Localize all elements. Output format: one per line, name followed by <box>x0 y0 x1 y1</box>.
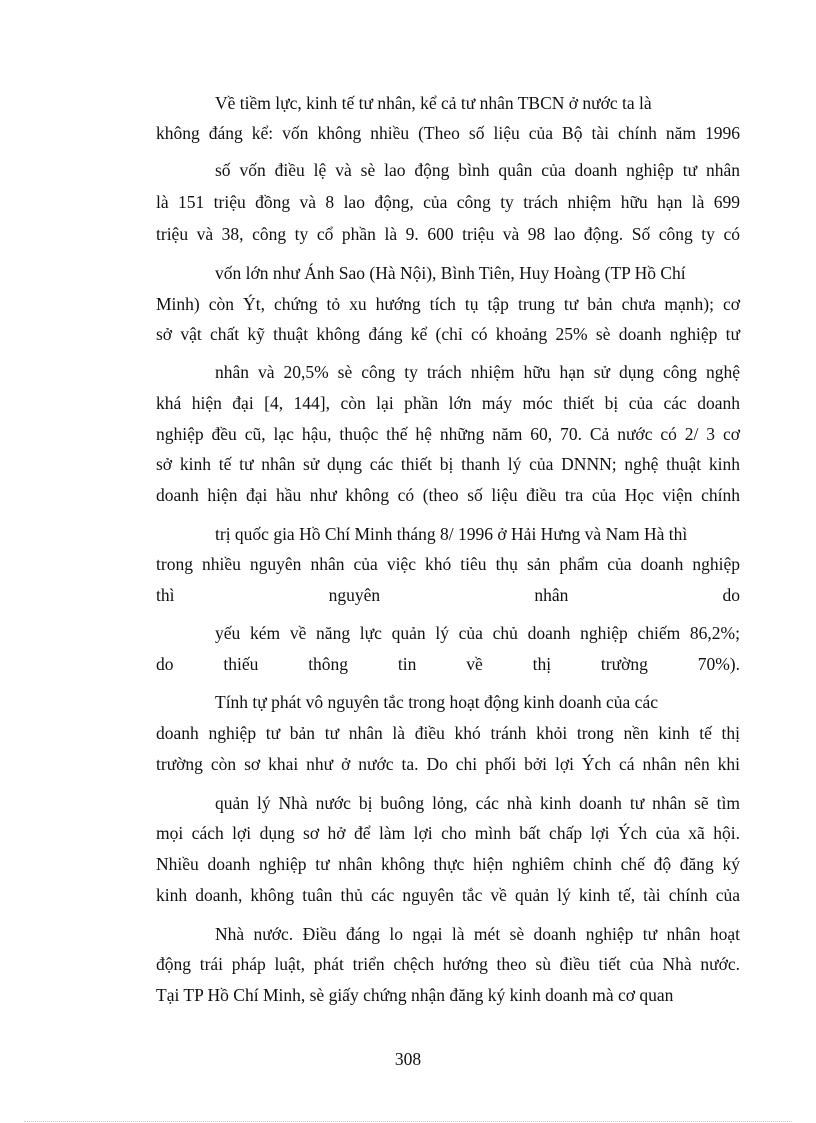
paragraph-line: Nhiều doanh nghiệp tư nhân không thực hiện nghiêm chỉnh chế độ đăng ký <box>156 854 740 874</box>
paragraph-line: do thiếu thông tin về thị trường 70%). <box>156 654 740 674</box>
paragraph-line: khá hiện đại [4, 144], còn lại phần lớn máy móc thiết bị của các doanh <box>156 393 740 413</box>
paragraph-line: Minh) còn Ýt, chứng tỏ xu hướng tích tụ tập trung tư bản chưa mạnh); cơ <box>156 294 740 314</box>
paragraph-line: là 151 triệu đồng và 8 lao động, của công ty trách nhiệm hữu hạn là 699 <box>156 192 740 212</box>
paragraph-line: động trái pháp luật, phát triển chệch hướng theo sù điều tiết của Nhà nước. <box>156 954 740 974</box>
paragraph-line: kinh doanh, không tuân thủ các nguyên tắc về quản lý kinh tế, tài chính của <box>156 885 740 905</box>
paragraph-line: Nhà nước. Điều đáng lo ngại là mét sè doanh nghiệp tư nhân hoạt <box>215 924 740 944</box>
paragraph-line: nhân và 20,5% sè công ty trách nhiệm hữu hạn sử dụng công nghệ <box>215 362 740 382</box>
paragraph-line: mọi cách lợi dụng sơ hở để làm lợi cho mình bất chấp lợi Ých của xã hội. <box>156 823 740 843</box>
paragraph-line: doanh nghiệp tư bản tư nhân là điều khó tránh khỏi trong nền kinh tế thị <box>156 723 740 743</box>
paragraph-line: Tính tự phát vô nguyên tắc trong hoạt động kinh doanh của các <box>215 692 658 712</box>
paragraph-line: sở kinh tế tư nhân sử dụng các thiết bị thanh lý của DNNN; nghệ thuật kinh <box>156 454 740 474</box>
paragraph-line: sở vật chất kỹ thuật không đáng kể (chỉ có khoảng 25% sè doanh nghiệp tư <box>156 324 740 344</box>
paragraph-line: doanh hiện đại hầu như không có (theo số liệu điều tra của Học viện chính <box>156 485 740 505</box>
paragraph-line: Về tiềm lực, kinh tế tư nhân, kể cả tư nhân TBCN ở nước ta là <box>215 93 652 113</box>
page-number: 308 <box>394 1049 422 1069</box>
paragraph-line: số vốn điều lệ và sè lao động bình quân của doanh nghiệp tư nhân <box>215 160 740 180</box>
paragraph-line: trường còn sơ khai như ở nước ta. Do chi phối bởi lợi Ých cá nhân nên khi <box>156 754 740 774</box>
paragraph-line: thì nguyên nhân do <box>156 585 740 605</box>
paragraph-line: triệu và 38, công ty cổ phần là 9. 600 triệu và 98 lao động. Số công ty có <box>156 224 740 244</box>
paragraph-line: quản lý Nhà nước bị buông lỏng, các nhà kinh doanh tư nhân sẽ tìm <box>215 793 740 813</box>
paragraph-line: trong nhiều nguyên nhân của việc khó tiêu thụ sản phẩm của doanh nghiệp <box>156 554 740 574</box>
paragraph-line: trị quốc gia Hồ Chí Minh tháng 8/ 1996 ở Hải Hưng và Nam Hà thì <box>215 524 688 544</box>
paragraph-line: không đáng kể: vốn không nhiều (Theo số liệu của Bộ tài chính năm 1996 <box>156 123 740 143</box>
paragraph-line: vốn lớn như Ánh Sao (Hà Nội), Bình Tiên, Huy Hoàng (TP Hồ Chí <box>215 263 686 283</box>
paragraph-line: Tại TP Hồ Chí Minh, sè giấy chứng nhận đăng ký kinh doanh mà cơ quan <box>156 985 674 1005</box>
paragraph-line: nghiệp đều cũ, lạc hậu, thuộc thế hệ những năm 60, 70. Cả nước có 2/ 3 cơ <box>156 424 740 444</box>
paragraph-line: yếu kém về năng lực quản lý của chủ doanh nghiệp chiếm 86,2%; <box>215 623 740 643</box>
page-bottom-rule <box>24 1121 792 1122</box>
